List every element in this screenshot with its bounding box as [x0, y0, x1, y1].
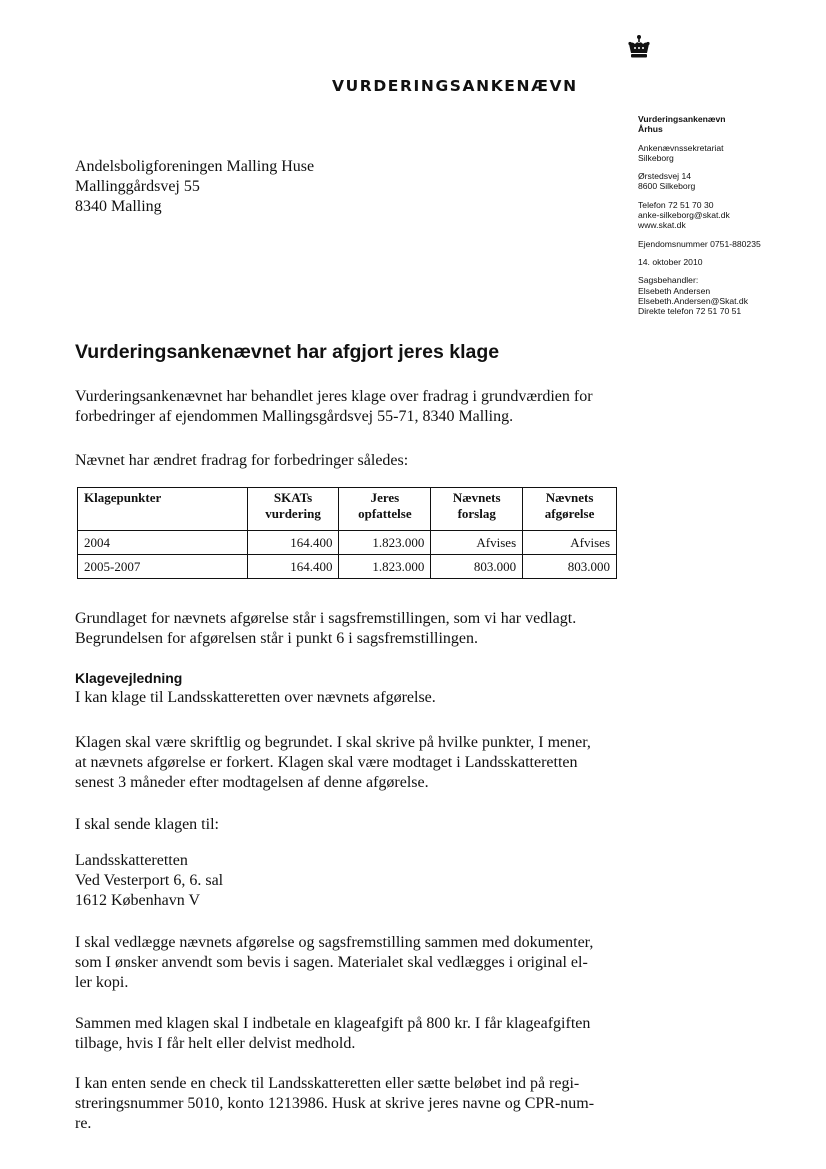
- office-name: Vurderingsankenævn: [638, 114, 726, 124]
- secretariat-city: Silkeborg: [638, 152, 674, 163]
- guidance-paragraph: [75, 688, 635, 708]
- handler-name: Elsebeth Andersen: [638, 285, 711, 296]
- text-line: forbedringer af ejendommen Mallingsgårdsvej 55-71, 8340 Malling.: [75, 408, 514, 425]
- table-cell: Afvises: [523, 531, 617, 555]
- table-cell: 803.000: [431, 555, 523, 579]
- sender-email: anke-silkeborg@skat.dk: [638, 210, 730, 221]
- text-line: streringsnummer 5010, konto 1213986. Husk at skrive jeres navne og CPR-num-: [75, 1095, 595, 1112]
- recipient-line: Andelsboligforeningen Malling Huse: [75, 158, 315, 175]
- basis-paragraph: [75, 609, 635, 649]
- column-header: Nævnets forslag: [431, 488, 523, 531]
- court-address: [75, 851, 635, 911]
- section-heading: Klagevejledning: [75, 670, 183, 686]
- table-row: [78, 555, 617, 579]
- column-header: Klagepunkter: [78, 488, 248, 531]
- column-header: Nævnets afgørelse: [523, 488, 617, 531]
- column-header: SKATs vurdering: [247, 488, 339, 531]
- brand-wordmark: VURDERINGSANKENÆVN: [332, 77, 578, 95]
- sender-postal: 8600 Silkeborg: [638, 181, 696, 192]
- table-header-row: [78, 488, 617, 531]
- table-cell: 164.400: [247, 555, 339, 579]
- assessment-table: [77, 487, 617, 579]
- sender-info: [638, 114, 818, 324]
- sender-phone: Telefon 72 51 70 30: [638, 199, 714, 210]
- crown-icon: [626, 34, 652, 60]
- text-line: Vurderingsankenævnet har behandlet jeres klage over fradrag i grundværdien for: [75, 388, 593, 405]
- column-header: Jeres opfattelse: [339, 488, 431, 531]
- text-line: senest 3 måneder efter modtagelsen af denne afgørelse.: [75, 774, 429, 791]
- table-cell: 2004: [78, 531, 248, 555]
- text-line: 1612 København V: [75, 892, 201, 909]
- recipient-address: [75, 157, 314, 217]
- property-number: Ejendomsnummer 0751-880235: [638, 238, 761, 249]
- office-city: Århus: [638, 124, 663, 135]
- table-row: [78, 531, 617, 555]
- text-line: ler kopi.: [75, 974, 129, 991]
- complaint-paragraph: [75, 733, 635, 793]
- secretariat: Ankenævnssekretariat: [638, 142, 724, 153]
- handler-phone: Direkte telefon 72 51 70 51: [638, 306, 742, 317]
- text-line: som I ønsker anvendt som bevis i sagen. Materialet skal vedlægges i original el-: [75, 954, 588, 971]
- page-title: Vurderingsankenævnet har afgjort jeres klage: [75, 341, 500, 363]
- intro-paragraph: [75, 387, 635, 427]
- table-cell: 803.000: [523, 555, 617, 579]
- text-line: I kan klage til Landsskatteretten over nævnets afgørelse.: [75, 689, 436, 706]
- recipient-line: 8340 Malling: [75, 198, 162, 215]
- text-line: I kan enten sende en check til Landsskatteretten eller sætte beløbet ind på regi-: [75, 1075, 580, 1092]
- change-paragraph: [75, 451, 635, 471]
- handler-email: Elsebeth.Andersen@Skat.dk: [638, 295, 749, 306]
- fee-paragraph: [75, 1014, 635, 1054]
- sender-street: Ørstedsvej 14: [638, 171, 692, 182]
- text-line: tilbage, hvis I får helt eller delvist medhold.: [75, 1035, 356, 1052]
- text-line: I skal sende klagen til:: [75, 816, 219, 833]
- text-line: I skal vedlægge nævnets afgørelse og sagsfremstilling sammen med dokumenter,: [75, 934, 594, 951]
- text-line: at nævnets afgørelse er forkert. Klagen skal være modtaget i Landsskatteretten: [75, 754, 578, 771]
- text-line: re.: [75, 1115, 92, 1132]
- text-line: Ved Vesterport 6, 6. sal: [75, 872, 224, 889]
- table-cell: 164.400: [247, 531, 339, 555]
- handler-label: Sagsbehandler:: [638, 275, 699, 286]
- text-line: Begrundelsen for afgørelsen står i punkt 6 i sagsfremstillingen.: [75, 630, 479, 647]
- recipient-line: Mallinggårdsvej 55: [75, 178, 200, 195]
- text-line: Landsskatteretten: [75, 852, 188, 869]
- table-cell: Afvises: [431, 531, 523, 555]
- table-cell: 1.823.000: [339, 531, 431, 555]
- table-cell: 2005-2007: [78, 555, 248, 579]
- payment-paragraph: [75, 1074, 635, 1134]
- sender-web: www.skat.dk: [638, 220, 686, 231]
- send-to-paragraph: [75, 815, 635, 835]
- attach-paragraph: [75, 933, 635, 993]
- text-line: Nævnet har ændret fradrag for forbedringer således:: [75, 452, 409, 469]
- text-line: Klagen skal være skriftlig og begrundet. I skal skrive på hvilke punkter, I mener,: [75, 734, 591, 751]
- text-line: Grundlaget for nævnets afgørelse står i sagsfremstillingen, som vi har vedlagt.: [75, 610, 577, 627]
- table-cell: 1.823.000: [339, 555, 431, 579]
- letter-date: 14. oktober 2010: [638, 256, 703, 267]
- text-line: Sammen med klagen skal I indbetale en klageafgift på 800 kr. I får klageafgiften: [75, 1015, 591, 1032]
